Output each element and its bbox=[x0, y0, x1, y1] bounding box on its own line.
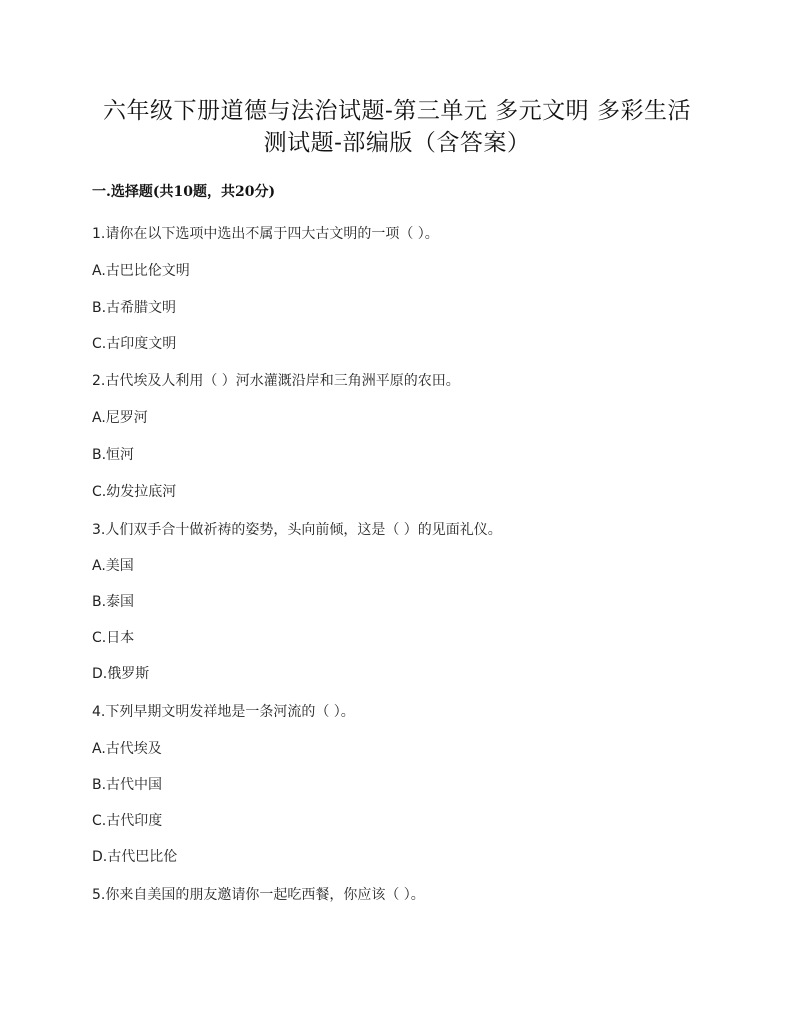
question-3-option-c: C.日本 bbox=[92, 630, 135, 646]
document-title-line-1: 六年级下册道德与法治试题-第三单元 多元文明 多彩生活 bbox=[103, 98, 691, 124]
question-1-stem: 1.请你在以下选项中选出不属于四大古文明的一项（ ）。 bbox=[92, 226, 439, 242]
question-4-option-b: B.古代中国 bbox=[92, 777, 163, 793]
question-2-option-a: A.尼罗河 bbox=[92, 410, 148, 426]
question-1-option-c: C.古印度文明 bbox=[92, 336, 177, 352]
question-1-option-a: A.古巴比伦文明 bbox=[92, 263, 190, 279]
question-2-option-b: B.恒河 bbox=[92, 447, 135, 463]
question-1-option-b: B.古希腊文明 bbox=[92, 300, 177, 316]
document-title-line-2: 测试题-部编版（含答案） bbox=[263, 130, 531, 156]
question-3-option-a: A.美国 bbox=[92, 558, 134, 574]
question-2-stem: 2.古代埃及人利用（ ）河水灌溉沿岸和三角洲平原的农田。 bbox=[92, 373, 460, 389]
question-3-stem: 3.人们双手合十做祈祷的姿势，头向前倾，这是（ ）的见面礼仪。 bbox=[92, 522, 502, 538]
section-heading: 一.选择题(共10题，共20分) bbox=[92, 184, 276, 200]
question-3-option-d: D.俄罗斯 bbox=[92, 666, 150, 682]
question-2-option-c: C.幼发拉底河 bbox=[92, 484, 177, 500]
question-4-option-c: C.古代印度 bbox=[92, 813, 163, 829]
question-3-option-b: B.泰国 bbox=[92, 594, 135, 610]
question-4-option-d: D.古代巴比伦 bbox=[92, 849, 178, 865]
question-4-stem: 4.下列早期文明发祥地是一条河流的（ ）。 bbox=[92, 704, 355, 720]
question-5-stem: 5.你来自美国的朋友邀请你一起吃西餐，你应该（ ）。 bbox=[92, 887, 425, 903]
question-4-option-a: A.古代埃及 bbox=[92, 741, 162, 757]
